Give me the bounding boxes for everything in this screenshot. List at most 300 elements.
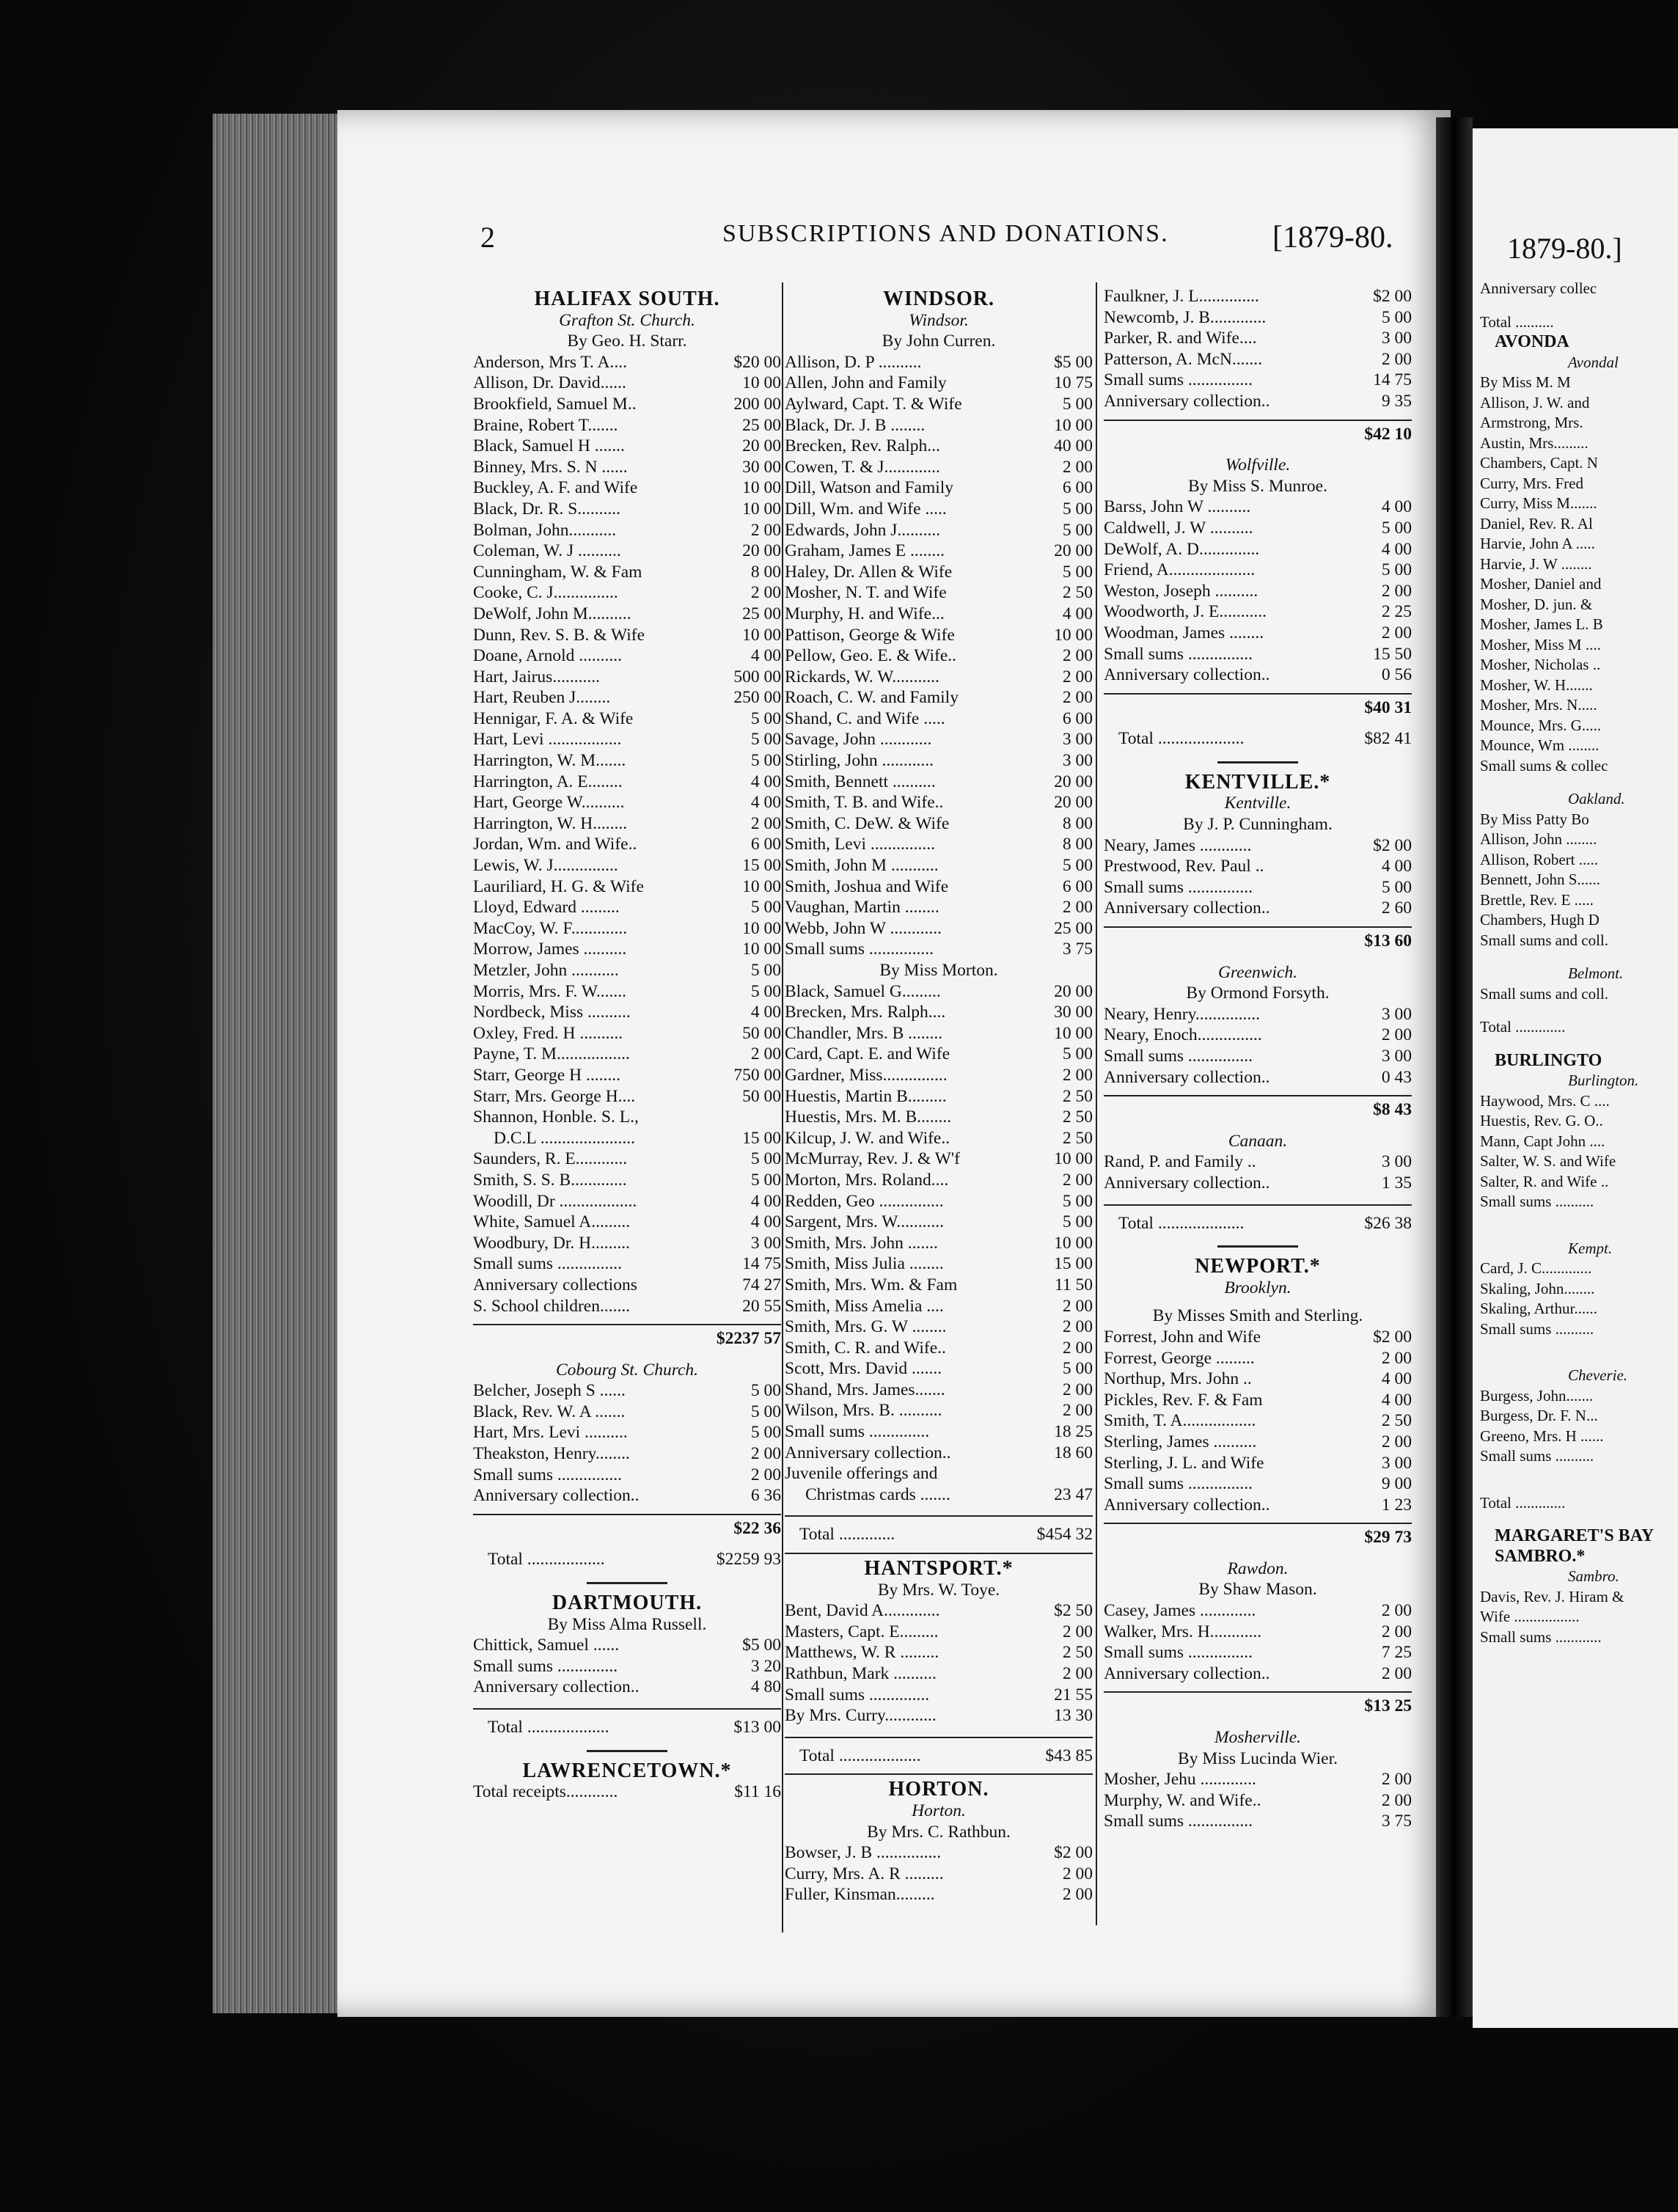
section-heading: WINDSOR.	[883, 288, 994, 310]
right-page-line: Curry, Mrs. Fred	[1480, 474, 1583, 492]
entry-amount: 2 00	[750, 813, 781, 833]
entry-amount: 2 00	[1062, 1065, 1093, 1085]
entry-amount: 2 00	[1381, 581, 1412, 601]
entry-name: Smith, Mrs. John .......	[785, 1233, 938, 1253]
entry-row	[785, 1128, 1093, 1149]
entry-row	[473, 855, 781, 876]
entry-name: Lewis, W. J...............	[473, 856, 618, 876]
total-amount: $2259 93	[716, 1550, 781, 1570]
entry-amount: 2 00	[1062, 688, 1093, 708]
entry-row	[785, 436, 1093, 457]
entry-row	[1104, 349, 1412, 370]
subtotal: $29 73	[1104, 1523, 1412, 1548]
entry-row	[473, 1465, 781, 1486]
entry-name: Prestwood, Rev. Paul ..	[1104, 857, 1264, 876]
entry-name: Small sums ...............	[1104, 1643, 1253, 1663]
right-page-line: Small sums & collec	[1480, 756, 1608, 774]
entry-row	[473, 1002, 781, 1023]
entry-name: Binney, Mrs. S. N ......	[473, 457, 628, 477]
entry-row	[1104, 307, 1412, 329]
entry-row	[473, 708, 781, 730]
entry-name: Small sums ...............	[473, 1465, 623, 1484]
right-page-line	[1480, 1212, 1678, 1226]
entry-amount: 74 27	[742, 1275, 781, 1294]
entry-row	[785, 1275, 1093, 1296]
entry-row	[473, 918, 781, 940]
entry-name: Webb, John W ............	[785, 918, 942, 938]
column-rule-2	[1096, 282, 1097, 1925]
entry-row	[785, 1685, 1093, 1706]
entry-row	[785, 645, 1093, 667]
entry-amount: 2 00	[1381, 1770, 1412, 1790]
right-page-line: Small sums ..........	[1480, 1447, 1594, 1465]
entry-row	[473, 981, 781, 1003]
entry-row	[473, 373, 781, 394]
right-page-line: Mounce, Wm ........	[1480, 736, 1600, 754]
total-label: Total ....................	[1118, 729, 1245, 749]
entry-row	[785, 1170, 1093, 1191]
right-page-line: Mosher, W. H.......	[1480, 675, 1593, 694]
entry-name: Parker, R. and Wife....	[1104, 329, 1257, 348]
entry-row	[1104, 1473, 1412, 1495]
right-page-line: Allison, John ........	[1480, 830, 1597, 848]
entry-name: Forrest, John and Wife	[1104, 1327, 1261, 1347]
entry-amount: 5 00	[750, 730, 781, 750]
entry-name: Lloyd, Edward .........	[473, 898, 620, 918]
section-heading: LAWRENCETOWN.*	[522, 1759, 732, 1782]
right-page-line: Austin, Mrs.........	[1480, 433, 1589, 452]
entry-amount	[1088, 1463, 1093, 1484]
collector: By Miss Alma Russell.	[547, 1614, 707, 1634]
entry-row	[1104, 1642, 1412, 1663]
entry-name: Nordbeck, Miss ..........	[473, 1003, 631, 1022]
right-page-line	[1480, 951, 1678, 964]
entry-name: Jordan, Wm. and Wife..	[473, 835, 637, 854]
collector: By Mrs. C. Rathbun.	[867, 1822, 1011, 1842]
entry-amount: 5 00	[750, 1149, 781, 1169]
entry-amount: 500 00	[733, 667, 781, 686]
right-page-line: Chambers, Capt. N	[1480, 454, 1598, 472]
entry-name: Card, Capt. E. and Wife	[785, 1044, 950, 1064]
entry-name: Cowen, T. & J.............	[785, 457, 940, 477]
entry-row	[1104, 601, 1412, 623]
right-page-line	[1480, 1513, 1678, 1526]
book-gutter	[1436, 117, 1473, 2017]
entry-row	[473, 1253, 781, 1275]
place-name: Windsor.	[909, 310, 969, 330]
right-page-line: Mosher, Mrs. N.....	[1480, 696, 1597, 714]
collector: By J. P. Cunningham.	[1183, 815, 1333, 835]
entry-amount: 6 00	[750, 835, 781, 854]
entry-amount: 5 00	[750, 708, 781, 728]
entry-name: Brookfield, Samuel M..	[473, 394, 637, 414]
entry-row	[785, 1842, 1093, 1864]
entry-name: Stirling, John ............	[785, 751, 934, 771]
entry-name: Smith, Joshua and Wife	[785, 876, 949, 896]
entry-row	[473, 1107, 781, 1128]
entry-name: Anniversary collection..	[473, 1677, 640, 1697]
entry-row	[785, 1443, 1093, 1464]
entry-amount: 2 50	[1062, 1086, 1093, 1106]
entry-row	[473, 1275, 781, 1296]
entry-name: Cunningham, W. & Fam	[473, 562, 642, 582]
entry-name: Bolman, John...........	[473, 520, 617, 540]
church-name: Cobourg St. Church.	[555, 1360, 699, 1380]
entry-name: Neary, Henry...............	[1104, 1004, 1260, 1024]
entry-amount: 8 00	[750, 562, 781, 582]
right-page-line: Mosher, James L. B	[1480, 615, 1603, 633]
entry-name: Masters, Capt. E.........	[785, 1622, 939, 1641]
entry-name: Patterson, A. McN.......	[1104, 349, 1263, 369]
entry-row	[1104, 1369, 1412, 1390]
entry-amount: $20 00	[733, 352, 781, 372]
entry-name: Anniversary collections	[473, 1275, 637, 1294]
entry-row	[473, 562, 781, 583]
entry-row	[785, 373, 1093, 394]
entry-row	[785, 1380, 1093, 1401]
entry-row	[785, 1253, 1093, 1275]
entry-row	[1104, 560, 1412, 581]
right-page-line	[1480, 1004, 1678, 1017]
entry-name: Smith, Mrs. Wm. & Fam	[785, 1275, 958, 1294]
entry-row	[1104, 1025, 1412, 1046]
total-amount: $13 00	[733, 1718, 781, 1737]
right-page-line: Mosher, Daniel and	[1480, 575, 1602, 593]
entry-row	[473, 1635, 781, 1656]
right-page-line: Small sums and coll.	[1480, 931, 1608, 949]
entry-name: Black, Samuel H .......	[473, 436, 625, 456]
entry-name: Black, Dr. R. S..........	[473, 499, 621, 519]
entry-amount: 2 50	[1062, 583, 1093, 603]
right-page-line: Wife .................	[1480, 1608, 1580, 1625]
entry-name: Huestis, Martin B.........	[785, 1086, 947, 1106]
right-page-line: Belmont.	[1568, 964, 1624, 982]
entry-name: Pattison, George & Wife	[785, 625, 955, 645]
entry-amount: 4 00	[1381, 857, 1412, 876]
entry-amount: 6 00	[1062, 876, 1093, 896]
entry-row	[785, 1149, 1093, 1170]
entry-name: Smith, S. S. B.............	[473, 1170, 627, 1190]
entry-name: Hart, Levi .................	[473, 730, 622, 750]
right-page-line	[1480, 776, 1678, 789]
entry-row	[785, 772, 1093, 793]
entry-amount: 50 00	[742, 1086, 781, 1106]
entry-list	[1104, 1600, 1412, 1684]
entry-row	[473, 457, 781, 478]
entry-amount: 200 00	[733, 394, 781, 414]
place-name: Horton.	[912, 1801, 966, 1820]
entry-name: Starr, Mrs. George H....	[473, 1086, 636, 1106]
entry-amount: 8 00	[1062, 813, 1093, 833]
entry-name: Anderson, Mrs T. A....	[473, 352, 627, 372]
entry-name: Chandler, Mrs. B ........	[785, 1023, 943, 1043]
total-amount: $43 85	[1045, 1746, 1093, 1765]
entry-amount: 10 00	[1054, 1149, 1093, 1169]
entry-row	[473, 436, 781, 457]
column-rule-1	[782, 282, 783, 1933]
entry-name: Anniversary collection..	[785, 1443, 951, 1462]
entry-row	[1104, 1046, 1412, 1067]
entry-row	[473, 1380, 781, 1402]
total-label: Total ....................	[1118, 1213, 1245, 1233]
entry-amount: 5 00	[1381, 877, 1412, 897]
entry-name: Pickles, Rev. F. & Fam	[1104, 1390, 1263, 1410]
entry-row	[1104, 1432, 1412, 1453]
entry-name: MacCoy, W. F.............	[473, 918, 628, 938]
right-page-line: Burlington.	[1568, 1072, 1639, 1089]
right-page-line: By Miss Patty Bo	[1480, 810, 1589, 828]
entry-amount: 20 00	[1054, 541, 1093, 561]
entry-amount: 4 00	[750, 772, 781, 791]
entry-name: Small sums ..............	[785, 1422, 930, 1442]
entry-name: Harrington, A. E........	[473, 772, 623, 791]
section-heading: DARTMOUTH.	[552, 1592, 703, 1615]
entry-amount: 2 00	[1062, 667, 1093, 686]
right-page-line: Harvie, J. W ........	[1480, 554, 1592, 573]
entry-amount: 5 00	[750, 898, 781, 918]
entry-name: Friend, A....................	[1104, 560, 1256, 580]
entry-list	[785, 352, 1093, 960]
entry-amount: 10 00	[742, 918, 781, 938]
entry-amount: 2 00	[750, 520, 781, 540]
total-label: Total .............	[799, 1525, 895, 1545]
entry-name: Harrington, W. M.......	[473, 751, 626, 771]
right-page-line: Cheverie.	[1568, 1366, 1628, 1384]
entry-row	[1104, 497, 1412, 518]
collector: By Misses Smith and Sterling.	[1152, 1306, 1363, 1326]
entry-name: Shand, C. and Wife .....	[785, 708, 945, 728]
entry-amount: 3 75	[1381, 1812, 1412, 1831]
right-page-line: Huestis, Rev. G. O..	[1480, 1112, 1603, 1129]
place-name: Wolfville.	[1225, 455, 1291, 475]
entry-amount: 2 00	[1381, 1432, 1412, 1451]
entry-amount: 4 00	[1381, 1369, 1412, 1389]
entry-list	[473, 1380, 781, 1506]
entry-row	[785, 687, 1093, 708]
entry-name: Hennigar, F. A. & Wife	[473, 708, 634, 728]
total-row	[473, 1708, 781, 1738]
entry-row	[785, 981, 1093, 1003]
entry-row	[1104, 1348, 1412, 1369]
entry-name: Small sums ...............	[785, 940, 934, 959]
entry-name: Woodman, James ........	[1104, 623, 1264, 642]
section-heading: KENTVILLE.*	[1184, 770, 1331, 794]
subtotal: $40 31	[1104, 693, 1412, 719]
entry-name: S. School children.......	[473, 1296, 631, 1316]
right-page-line: Harvie, John A .....	[1480, 535, 1595, 552]
entry-amount: 2 25	[1381, 602, 1412, 622]
entry-name: Smith, Levi ...............	[785, 835, 935, 854]
entry-name: Small sums ...............	[1104, 1812, 1253, 1831]
entry-row	[785, 1864, 1093, 1885]
entry-name: Pellow, Geo. E. & Wife..	[785, 646, 957, 666]
entry-name: Brecken, Rev. Ralph...	[785, 436, 940, 456]
right-page-line: Mosher, D. jun. &	[1480, 595, 1593, 613]
subtotal: $42 10	[1104, 420, 1412, 445]
entry-row	[473, 625, 781, 646]
entry-row	[473, 520, 781, 541]
place-name: Canaan.	[1228, 1131, 1288, 1151]
entry-name: DeWolf, A. D..............	[1104, 539, 1260, 559]
entry-amount: $2 50	[1054, 1601, 1093, 1621]
entry-amount: 2 00	[1062, 1664, 1093, 1683]
right-page-line	[1480, 1226, 1678, 1239]
entry-row	[1104, 1410, 1412, 1432]
header-year: [1879-80.	[1272, 221, 1393, 254]
right-page-line: Anniversary collec	[1480, 279, 1597, 297]
entry-row	[1104, 664, 1412, 686]
entry-name: Vaughan, Martin ........	[785, 898, 939, 918]
section-heading: HORTON.	[785, 1773, 1093, 1801]
right-page-line: AVONDA	[1495, 332, 1569, 351]
entry-amount: 5 00	[1062, 1359, 1093, 1379]
entry-amount: 2 00	[1062, 1296, 1093, 1316]
entry-amount: 2 00	[1381, 623, 1412, 642]
entry-name: Shannon, Honble. S. L.,	[473, 1107, 639, 1127]
entry-list	[785, 981, 1093, 1506]
entry-row	[473, 645, 781, 667]
entry-name: Curry, Mrs. A. R .........	[785, 1864, 944, 1883]
entry-row	[473, 834, 781, 855]
entry-name: Kilcup, J. W. and Wife..	[785, 1128, 950, 1148]
entry-amount: 5 00	[1062, 856, 1093, 876]
right-page-line: Total .............	[1480, 1018, 1566, 1036]
entry-amount: 2 50	[1062, 1128, 1093, 1148]
total-label: Total ..................	[488, 1550, 605, 1570]
entry-amount: 9 35	[1381, 391, 1412, 411]
entry-amount: 2 00	[1062, 1338, 1093, 1358]
entry-row	[473, 499, 781, 520]
entry-name: Small sums ...............	[1104, 877, 1253, 897]
entry-row	[785, 834, 1093, 855]
entry-amount: 10 00	[742, 940, 781, 959]
entry-row	[473, 792, 781, 813]
right-page-line: Salter, R. and Wife ..	[1480, 1172, 1609, 1190]
entry-name: Dill, Watson and Family	[785, 478, 954, 498]
entry-amount: 5 00	[1062, 520, 1093, 540]
entry-name: Buckley, A. F. and Wife	[473, 478, 638, 498]
right-page-line: Mosher, Nicholas ..	[1480, 656, 1601, 673]
entry-list	[473, 1635, 781, 1698]
right-page-line: By Miss M. M	[1480, 373, 1571, 391]
separator	[1217, 1245, 1298, 1248]
entry-name: Woodbury, Dr. H.........	[473, 1233, 630, 1253]
right-page-line: Sambro.	[1568, 1567, 1619, 1585]
entry-amount: 2 00	[1062, 1864, 1093, 1883]
entry-name: Anniversary collection..	[473, 1486, 640, 1506]
entry-amount: 20 00	[1054, 772, 1093, 791]
entry-amount: 5 00	[1062, 499, 1093, 519]
collector: By Miss Morton.	[879, 961, 998, 980]
entry-amount: 9 00	[1381, 1474, 1412, 1494]
entry-amount: 4 00	[1062, 604, 1093, 623]
section-heading: NEWPORT.*	[1195, 1255, 1321, 1278]
right-page-line: Small sums ............	[1480, 1627, 1602, 1646]
entry-name: Juvenile offerings and	[785, 1464, 938, 1484]
total-amount: $26 38	[1364, 1213, 1412, 1233]
right-page-line: Small sums ..........	[1480, 1193, 1594, 1210]
entry-name: Anniversary collection..	[1104, 1663, 1270, 1683]
entry-row	[473, 394, 781, 415]
entry-amount: 250 00	[733, 688, 781, 708]
entry-name: Small sums ...............	[1104, 370, 1253, 390]
entry-name: Caldwell, J. W ..........	[1104, 518, 1253, 538]
entry-amount: 2 00	[1381, 1622, 1412, 1641]
entry-row	[785, 604, 1093, 625]
entry-name: Brecken, Mrs. Ralph....	[785, 1003, 946, 1022]
entry-amount: 3 00	[1062, 730, 1093, 750]
entry-list	[1104, 1327, 1412, 1515]
entry-row	[785, 520, 1093, 541]
entry-row	[1104, 328, 1412, 349]
entry-list	[1104, 497, 1412, 685]
entry-name: Cooke, C. J...............	[473, 583, 618, 603]
entry-amount: 20 00	[1054, 793, 1093, 813]
entry-name: Neary, Enoch...............	[1104, 1025, 1262, 1045]
entry-row	[1104, 644, 1412, 665]
right-page-line: Davis, Rev. J. Hiram &	[1480, 1587, 1624, 1605]
entry-amount: 7 25	[1381, 1643, 1412, 1663]
entry-amount: 2 00	[1062, 457, 1093, 477]
entry-amount: 13 30	[1054, 1706, 1093, 1726]
page-number: 2	[480, 221, 495, 254]
entry-name: Morris, Mrs. F. W.......	[473, 981, 626, 1001]
entry-list	[1104, 286, 1412, 412]
entry-row	[1104, 518, 1412, 539]
entry-row	[785, 1065, 1093, 1086]
entry-name: Black, Samuel G.........	[785, 981, 941, 1001]
entry-amount: 10 75	[1054, 373, 1093, 393]
section-heading: HANTSPORT.*	[785, 1553, 1093, 1580]
total-amount: $11 16	[734, 1782, 781, 1802]
entry-name: Faulkner, J. L..............	[1104, 287, 1259, 306]
entry-row	[473, 1044, 781, 1065]
entry-row	[1104, 856, 1412, 877]
entry-amount: 11 50	[1054, 1275, 1093, 1294]
entry-name: Sterling, J. L. and Wife	[1104, 1453, 1264, 1473]
entry-row	[473, 1128, 781, 1149]
entry-name: Rathbun, Mark ..........	[785, 1664, 937, 1683]
entry-amount: 10 00	[742, 625, 781, 645]
entry-row	[1104, 286, 1412, 307]
total-row	[785, 1515, 1093, 1545]
entry-row	[473, 1149, 781, 1170]
entry-amount: 4 00	[750, 1003, 781, 1022]
entry-list	[473, 352, 781, 1316]
entry-amount: 10 00	[742, 876, 781, 896]
entry-name: Woodworth, J. E...........	[1104, 602, 1267, 622]
entry-list	[1104, 835, 1412, 919]
entry-name: Murphy, H. and Wife...	[785, 604, 945, 623]
entry-amount	[777, 1107, 781, 1128]
right-page-line: Allison, Robert .....	[1480, 850, 1598, 868]
right-page-line: Burgess, Dr. F. N...	[1480, 1407, 1598, 1424]
total-row	[1104, 1204, 1412, 1234]
entry-row	[1104, 1622, 1412, 1643]
entry-row	[785, 1107, 1093, 1128]
right-page-line: Small sums and coll.	[1480, 984, 1608, 1003]
entry-amount: 14 75	[742, 1254, 781, 1274]
entry-name: Anniversary collection..	[1104, 1067, 1270, 1087]
entry-name: Smith, Miss Julia ........	[785, 1254, 944, 1274]
total-row	[785, 1737, 1093, 1767]
entry-amount: 5 00	[1062, 1191, 1093, 1211]
entry-name: Shand, Mrs. James.......	[785, 1380, 945, 1399]
entry-name: Morton, Mrs. Roland....	[785, 1170, 949, 1190]
entry-name: Scott, Mrs. David .......	[785, 1359, 942, 1379]
entry-row	[785, 813, 1093, 835]
entry-name: Dunn, Rev. S. B. & Wife	[473, 625, 645, 645]
